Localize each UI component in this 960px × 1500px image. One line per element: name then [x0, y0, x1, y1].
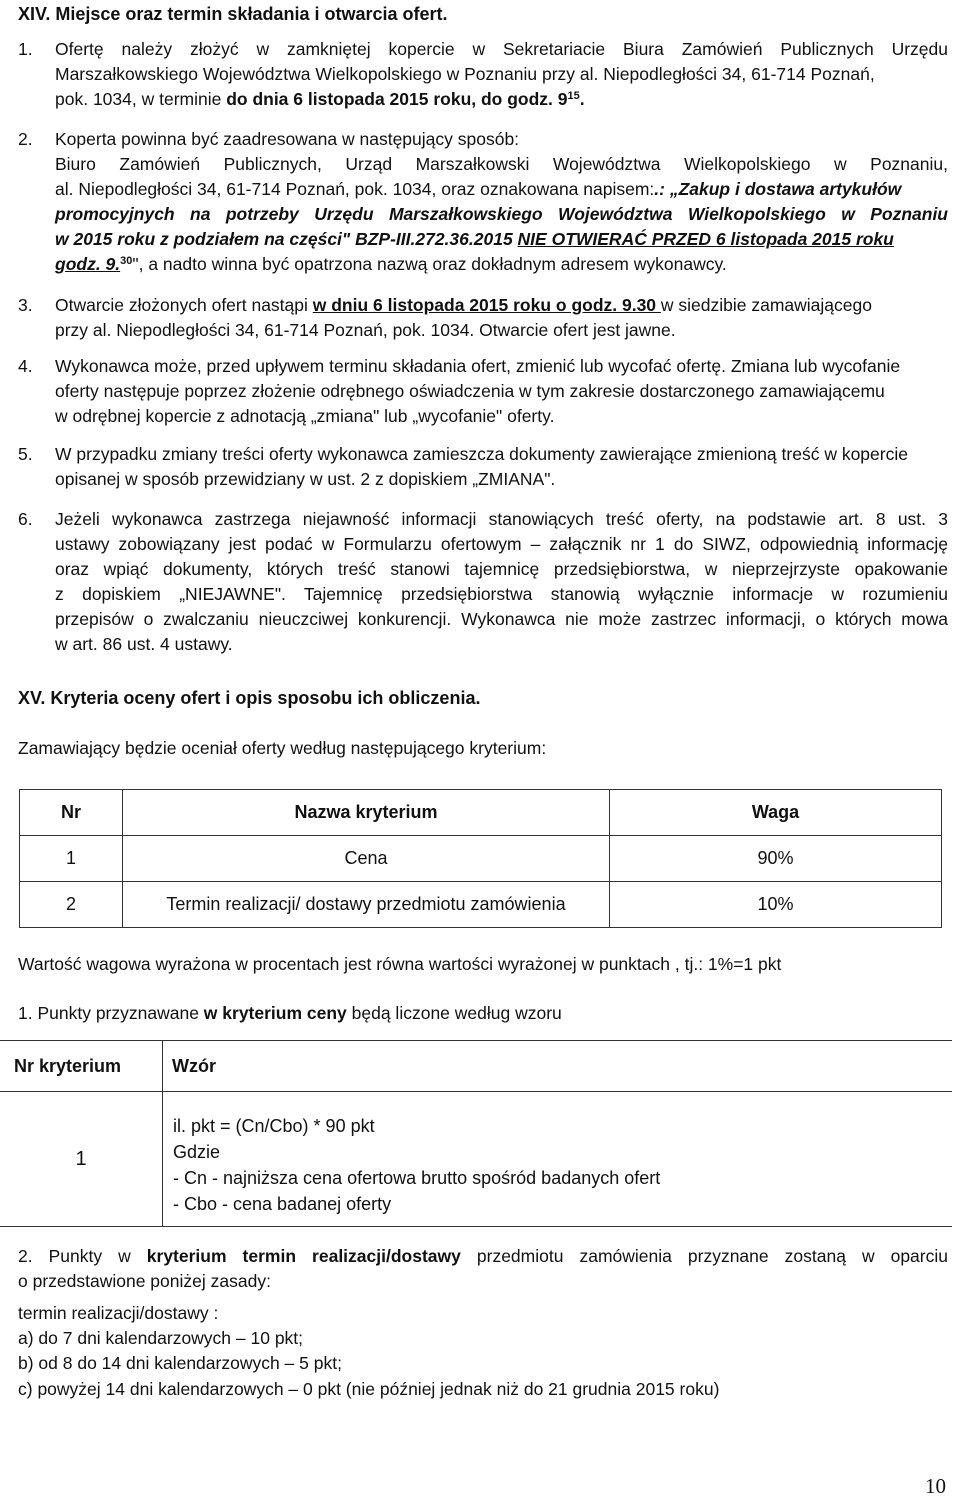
paragraph-number: 6.: [18, 509, 33, 529]
paragraph-line: o przedstawione poniżej zasady:: [18, 1271, 271, 1291]
paragraph-line: oraz wpiąć dokumenty, których treść stanowi tajemnicę przedsiębiorstwa, w nieprzejrzyste opakowanie: [55, 559, 948, 579]
paragraph-number: 4.: [18, 356, 33, 376]
section-heading-xiv: XIV. Miejsce oraz termin składania i otwarcia ofert.: [18, 4, 448, 24]
formula-line: - Cbo - cena badanej oferty: [173, 1194, 392, 1214]
paragraph-number: 2.: [18, 129, 33, 149]
paragraph-line: Koperta powinna być zaadresowana w następujący sposób:: [55, 129, 520, 149]
paragraph-line: oferty następuje poprzez złożenie odrębnego oświadczenia w tym zakresie dostarczonego zamawiającemu: [55, 381, 885, 401]
criteria-intro: Zamawiający będzie oceniał oferty według następującego kryterium:: [18, 738, 547, 758]
section-heading-xv: XV. Kryteria oceny ofert i opis sposobu ich obliczenia.: [18, 688, 481, 708]
paragraph-5: [18, 442, 948, 492]
formula-table: [0, 1040, 952, 1227]
formula-line: - Cn - najniższa cena ofertowa brutto spośród badanych ofert: [173, 1168, 661, 1188]
paragraph-line: ustawy zobowiązany jest podać w Formularzu ofertowym – załącznik nr 1 do SIWZ, odpowiednią informację: [55, 534, 948, 554]
table-row: [20, 882, 942, 928]
table-header-row: [0, 1041, 952, 1092]
paragraph-line: z dopiskiem „NIEJAWNE". Tajemnicę przedsiębiorstwa stanowią wyłącznie informacje w rozumieniu: [55, 584, 948, 604]
deadline-text: do dnia 6 listopada 2015 roku, do godz. 9: [226, 89, 568, 109]
paragraph-1: [18, 37, 948, 112]
price-points-line: 1. Punkty przyznawane w kryterium ceny będą liczone według wzoru: [18, 1003, 562, 1023]
paragraph-line: Biuro Zamówień Publicznych, Urząd Marszałkowski Województwa Wielkopolskiego w Poznaniu,: [55, 154, 948, 174]
table-header-cell: Nazwa kryterium: [123, 790, 610, 836]
paragraph-3: [18, 293, 948, 343]
table-header-row: [20, 790, 942, 836]
term-item: a) do 7 dni kalendarzowych – 10 pkt;: [18, 1328, 304, 1348]
paragraph-line: opisanej w sposób przewidziany w ust. 2 z dopiskiem „ZMIANA".: [55, 469, 556, 489]
do-not-open-notice: NIE OTWIERAĆ PRZED 6 listopada 2015 roku: [517, 229, 894, 249]
paragraph-line: W przypadku zmiany treści oferty wykonawca zamieszcza dokumenty zawierające zmienioną treść w kopercie: [55, 444, 908, 464]
paragraph-line: godz. 9.30", a nadto winna być opatrzona nazwą oraz dokładnym adresem wykonawcy.: [55, 254, 727, 274]
criteria-table: [19, 789, 942, 928]
paragraph-line: Ofertę należy złożyć w zamkniętej kopercie w Sekretariacie Biura Zamówień Publicznych Urzędu: [55, 39, 948, 59]
paragraph-line: pok. 1034, w terminie do dnia 6 listopada 2015 roku, do godz. $9^{15}$.: [55, 89, 585, 109]
opening-date-text: w dniu 6 listopada 2015 roku o godz. 9.30: [312, 295, 661, 315]
table-header-cell: Nr kryterium: [0, 1041, 163, 1092]
paragraph-line: Marszałkowskiego Województwa Wielkopolskiego w Poznaniu przy al. Niepodległości 34, 61-714 Poznań,: [55, 64, 875, 84]
paragraph-number: 5.: [18, 444, 33, 464]
paragraph-line: Otwarcie złożonych ofert nastąpi w dniu 6 listopada 2015 roku o godz. 9.30 w siedzibie zamawiającego: [55, 295, 872, 315]
table-header-cell: Wzór: [163, 1041, 953, 1092]
paragraph-line: promocyjnych na potrzeby Urzędu Marszałkowskiego Województwa Wielkopolskiego w Poznaniu: [55, 204, 948, 224]
paragraph-number: 3.: [18, 295, 33, 315]
formula-line: Gdzie: [173, 1142, 221, 1162]
table-cell: Cena: [123, 836, 610, 882]
paragraph-line: 2. Punkty w kryterium termin realizacji/dostawy przedmiotu zamówienia przyznane zostaną w oparciu: [18, 1246, 948, 1266]
table-row: [20, 836, 942, 882]
term-item: b) od 8 do 14 dni kalendarzowych – 5 pkt;: [18, 1353, 342, 1373]
paragraph-line: w odrębnej kopercie z adnotacją „zmiana" lub „wycofanie" oferty.: [55, 406, 555, 426]
criterion-number: 1: [0, 1092, 163, 1227]
table-cell: 1: [20, 836, 123, 882]
table-cell: 10%: [610, 882, 942, 928]
paragraph-6: [18, 507, 948, 657]
paragraph-line: w 2015 roku z podziałem na części" BZP-III.272.36.2015 NIE OTWIERAĆ PRZED 6 listopada 2015 roku: [55, 229, 894, 249]
table-cell: Termin realizacji/ dostawy przedmiotu zamówienia: [123, 882, 610, 928]
paragraph-line: przepisów o zwalczaniu nieuczciwej konkurencji. Wykonawca nie może zastrzec informacji, o których mowa: [55, 609, 948, 629]
paragraph-line: w art. 86 ust. 4 ustawy.: [55, 634, 233, 654]
paragraph-number: 1.: [18, 39, 33, 59]
term-label: termin realizacji/dostawy :: [18, 1303, 219, 1323]
table-cell: 90%: [610, 836, 942, 882]
weight-note: Wartość wagowa wyrażona w procentach jest równa wartości wyrażonej w punktach , tj.: 1%=1 pkt: [18, 954, 782, 974]
table-header-cell: Nr: [20, 790, 123, 836]
paragraph-line: Jeżeli wykonawca zastrzega niejawność informacji stanowiących treść oferty, na podstawie art. 8 ust. 3: [55, 509, 948, 529]
term-item: c) powyżej 14 dni kalendarzowych – 0 pkt (nie później jednak niż do 21 grudnia 2015 roku): [18, 1379, 720, 1399]
paragraph-line: Wykonawca może, przed upływem terminu składania ofert, zmienić lub wycofać ofertę. Zmiana lub wycofanie: [55, 356, 901, 376]
table-header-cell: Waga: [610, 790, 942, 836]
page-number: 10: [925, 1474, 946, 1498]
delivery-points-paragraph: [18, 1244, 948, 1294]
paragraph-line: przy al. Niepodległości 34, 61-714 Poznań, pok. 1034. Otwarcie ofert jest jawne.: [55, 320, 676, 340]
paragraph-2: [18, 127, 948, 277]
formula-cell: [163, 1092, 953, 1227]
table-row: [0, 1092, 952, 1227]
paragraph-line: al. Niepodległości 34, 61-714 Poznań, pok. 1034, oraz oznakowana napisem:.: „Zakup i dostawa artykułów: [55, 179, 902, 199]
paragraph-4: [18, 354, 948, 429]
table-cell: 2: [20, 882, 123, 928]
formula-line: il. pkt = (Cn/Cbo) * 90 pkt: [173, 1116, 375, 1136]
